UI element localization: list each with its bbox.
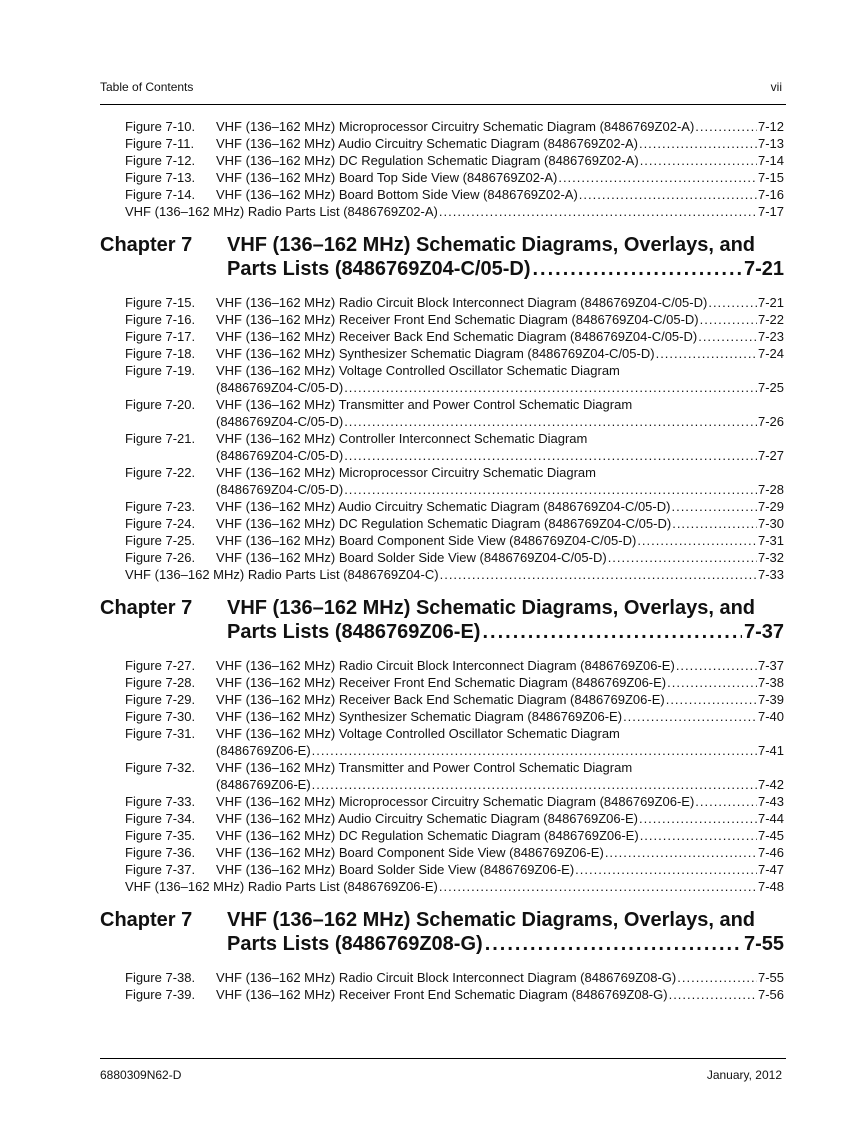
toc-entry[interactable] [100, 549, 784, 566]
chapter-number: Chapter 7 [100, 909, 193, 931]
entry-title: (8486769Z04-C/05-D) [216, 448, 344, 463]
figure-label: Figure 7-15. [125, 295, 196, 310]
entry-title: VHF (136–162 MHz) Radio Parts List (8486769Z06-E) [125, 879, 438, 894]
header-page-number: vii [770, 80, 782, 94]
entry-page: 7-46 [757, 845, 784, 860]
chapter-number: Chapter 7 [100, 597, 193, 619]
entry-page: 7-41 [757, 743, 784, 758]
entry-page: 7-56 [757, 987, 784, 1002]
entry-title: VHF (136–162 MHz) Receiver Back End Schematic Diagram (8486769Z06-E) [216, 692, 665, 707]
entry-line [216, 827, 784, 844]
toc-entry[interactable] [100, 878, 784, 895]
toc-entry[interactable] [100, 969, 784, 986]
entry-title: VHF (136–162 MHz) Microprocessor Circuitry Schematic Diagram (8486769Z06-E) [216, 794, 695, 809]
dot-leader [700, 311, 757, 328]
toc-entry[interactable] [100, 827, 784, 844]
toc-entry[interactable] [100, 498, 784, 515]
dot-leader [637, 532, 757, 549]
entry-page: 7-47 [757, 862, 784, 877]
entry-line [216, 810, 784, 827]
figure-label: Figure 7-19. [125, 363, 196, 378]
entry-title: VHF (136–162 MHz) Radio Circuit Block Interconnect Diagram (8486769Z08-G) [216, 970, 677, 985]
toc-entry[interactable] [100, 793, 784, 810]
figure-label: Figure 7-33. [125, 794, 196, 809]
figure-label: Figure 7-30. [125, 709, 196, 724]
entry-line [216, 118, 784, 135]
entry-line [216, 169, 784, 186]
toc-entry[interactable] [100, 810, 784, 827]
entry-title: VHF (136–162 MHz) Receiver Front End Schematic Diagram (8486769Z04-C/05-D) [216, 312, 699, 327]
entry-title: VHF (136–162 MHz) Voltage Controlled Oscillator Schematic Diagram [216, 363, 620, 378]
entry-title: VHF (136–162 MHz) Audio Circuitry Schematic Diagram (8486769Z02-A) [216, 136, 638, 151]
dot-leader [656, 345, 757, 362]
figure-label: Figure 7-16. [125, 312, 196, 327]
entry-line [216, 345, 784, 362]
entry-title: (8486769Z06-E) [216, 743, 311, 758]
entry-page: 7-14 [757, 153, 784, 168]
toc-entry[interactable] [100, 413, 784, 430]
entry-line [216, 674, 784, 691]
entry-line [216, 861, 784, 878]
entry-line [216, 379, 784, 396]
dot-leader [482, 620, 742, 644]
entry-page: 7-12 [757, 119, 784, 134]
toc-entry[interactable] [100, 566, 784, 583]
entry-title: VHF (136–162 MHz) Radio Circuit Block Interconnect Diagram (8486769Z06-E) [216, 658, 675, 673]
dot-leader [344, 481, 757, 498]
entry-line [216, 844, 784, 861]
figure-label: Figure 7-37. [125, 862, 196, 877]
dot-leader [558, 169, 757, 186]
toc-entry[interactable] [100, 362, 784, 379]
entry-page: 7-38 [757, 675, 784, 690]
entry-line [216, 464, 784, 481]
toc-entry[interactable] [100, 328, 784, 345]
entry-title: VHF (136–162 MHz) DC Regulation Schematic Diagram (8486769Z06-E) [216, 828, 639, 843]
toc-entry[interactable] [100, 430, 784, 447]
entry-line [216, 294, 784, 311]
chapter-title-line2 [227, 932, 784, 956]
figure-label: Figure 7-31. [125, 726, 196, 741]
toc-group-4 [100, 969, 784, 1003]
dot-leader [640, 827, 757, 844]
figure-label: Figure 7-13. [125, 170, 196, 185]
figure-label: Figure 7-27. [125, 658, 196, 673]
entry-line [216, 498, 784, 515]
dot-leader [312, 776, 757, 793]
entry-page: 7-48 [757, 879, 784, 894]
entry-page: 7-21 [757, 295, 784, 310]
entry-title: VHF (136–162 MHz) Transmitter and Power Control Schematic Diagram [216, 760, 633, 775]
toc-entry[interactable] [100, 464, 784, 481]
entry-title: VHF (136–162 MHz) Controller Interconnect Schematic Diagram [216, 431, 588, 446]
dot-leader [439, 878, 757, 895]
entry-page: 7-17 [757, 204, 784, 219]
entry-title: VHF (136–162 MHz) Synthesizer Schematic Diagram (8486769Z04-C/05-D) [216, 346, 655, 361]
entry-line [216, 430, 784, 447]
entry-line [216, 725, 784, 742]
figure-label: Figure 7-14. [125, 187, 196, 202]
entry-page: 7-15 [757, 170, 784, 185]
entry-title: VHF (136–162 MHz) Transmitter and Power Control Schematic Diagram [216, 397, 633, 412]
figure-label: Figure 7-10. [125, 119, 196, 134]
chapter-page: 7-37 [743, 621, 784, 643]
entry-title: VHF (136–162 MHz) Receiver Back End Schematic Diagram (8486769Z04-C/05-D) [216, 329, 698, 344]
entry-page: 7-43 [757, 794, 784, 809]
entry-line [216, 776, 784, 793]
chapter-page: 7-21 [743, 258, 784, 280]
header-section-title: Table of Contents [100, 80, 194, 94]
toc-entry[interactable] [100, 532, 784, 549]
entry-page: 7-24 [757, 346, 784, 361]
entry-line [216, 759, 784, 776]
entry-title: VHF (136–162 MHz) Radio Circuit Block Interconnect Diagram (8486769Z04-C/05-D) [216, 295, 708, 310]
entry-line [216, 691, 784, 708]
figure-label: Figure 7-22. [125, 465, 196, 480]
dot-leader [695, 118, 757, 135]
entry-page: 7-28 [757, 482, 784, 497]
entry-page: 7-32 [757, 550, 784, 565]
entry-line [216, 481, 784, 498]
entry-title: (8486769Z04-C/05-D) [216, 482, 344, 497]
toc-entry[interactable] [100, 844, 784, 861]
figure-label: Figure 7-17. [125, 329, 196, 344]
entry-line [216, 362, 784, 379]
dot-leader [708, 294, 757, 311]
toc-group-3 [100, 657, 784, 895]
entry-line [216, 328, 784, 345]
entry-title: VHF (136–162 MHz) Microprocessor Circuitry Schematic Diagram [216, 465, 596, 480]
entry-line [216, 742, 784, 759]
dot-leader [579, 186, 757, 203]
entry-title: VHF (136–162 MHz) Radio Parts List (8486769Z02-A) [125, 204, 438, 219]
toc-entry[interactable] [100, 759, 784, 776]
entry-line [216, 657, 784, 674]
entry-line [216, 135, 784, 152]
entry-page: 7-44 [757, 811, 784, 826]
entry-title: VHF (136–162 MHz) Receiver Front End Schematic Diagram (8486769Z06-E) [216, 675, 667, 690]
chapter-title-text: Parts Lists (8486769Z06-E) [227, 621, 481, 643]
figure-label: Figure 7-32. [125, 760, 196, 775]
chapter-title-line1: VHF (136–162 MHz) Schematic Diagrams, Overlays, and [227, 234, 756, 256]
toc-entry[interactable] [100, 345, 784, 362]
dot-leader [608, 549, 757, 566]
toc-entry[interactable] [100, 861, 784, 878]
entry-line [216, 532, 784, 549]
entry-page: 7-37 [757, 658, 784, 673]
dot-leader [698, 328, 757, 345]
chapter-page: 7-55 [743, 933, 784, 955]
figure-label: Figure 7-35. [125, 828, 196, 843]
entry-title: VHF (136–162 MHz) Receiver Front End Schematic Diagram (8486769Z08-G) [216, 987, 668, 1002]
toc-entry[interactable] [100, 203, 784, 220]
dot-leader [312, 742, 757, 759]
toc-entry[interactable] [100, 118, 784, 135]
entry-title: VHF (136–162 MHz) Board Solder Side View (8486769Z06-E) [216, 862, 575, 877]
entry-line [125, 203, 784, 220]
toc-chapter-heading[interactable] [100, 596, 784, 644]
toc-chapter-heading[interactable] [100, 908, 784, 956]
dot-leader [623, 708, 757, 725]
entry-title: VHF (136–162 MHz) DC Regulation Schematic Diagram (8486769Z04-C/05-D) [216, 516, 672, 531]
entry-title: VHF (136–162 MHz) Synthesizer Schematic Diagram (8486769Z06-E) [216, 709, 623, 724]
entry-title: VHF (136–162 MHz) Voltage Controlled Oscillator Schematic Diagram [216, 726, 620, 741]
entry-page: 7-30 [757, 516, 784, 531]
entry-page: 7-25 [757, 380, 784, 395]
chapter-title-line1: VHF (136–162 MHz) Schematic Diagrams, Overlays, and [227, 909, 756, 931]
entry-title: (8486769Z04-C/05-D) [216, 380, 344, 395]
entry-page: 7-42 [757, 777, 784, 792]
dot-leader [485, 932, 742, 956]
entry-page: 7-13 [757, 136, 784, 151]
figure-label: Figure 7-21. [125, 431, 196, 446]
entry-page: 7-22 [757, 312, 784, 327]
toc-entry[interactable] [100, 186, 784, 203]
dot-leader [532, 257, 741, 281]
dot-leader [344, 413, 757, 430]
figure-label: Figure 7-20. [125, 397, 196, 412]
entry-title: VHF (136–162 MHz) Board Bottom Side View (8486769Z02-A) [216, 187, 578, 202]
toc-content [100, 118, 784, 1003]
entry-title: VHF (136–162 MHz) DC Regulation Schematic Diagram (8486769Z02-A) [216, 153, 639, 168]
entry-title: VHF (136–162 MHz) Board Component Side View (8486769Z04-C/05-D) [216, 533, 637, 548]
dot-leader [640, 152, 757, 169]
figure-label: Figure 7-23. [125, 499, 196, 514]
toc-entry[interactable] [100, 515, 784, 532]
entry-page: 7-27 [757, 448, 784, 463]
dot-leader [639, 135, 757, 152]
dot-leader [669, 986, 757, 1003]
entry-title: VHF (136–162 MHz) Audio Circuitry Schematic Diagram (8486769Z04-C/05-D) [216, 499, 671, 514]
entry-line [216, 311, 784, 328]
entry-page: 7-26 [757, 414, 784, 429]
entry-line [216, 152, 784, 169]
entry-line [216, 447, 784, 464]
figure-label: Figure 7-36. [125, 845, 196, 860]
toc-group-2 [100, 294, 784, 583]
entry-page: 7-55 [757, 970, 784, 985]
figure-label: Figure 7-18. [125, 346, 196, 361]
toc-entry[interactable] [100, 742, 784, 759]
toc-entry[interactable] [100, 169, 784, 186]
entry-line [216, 515, 784, 532]
footer-date: January, 2012 [706, 1068, 782, 1082]
entry-line [216, 793, 784, 810]
chapter-title-line1: VHF (136–162 MHz) Schematic Diagrams, Overlays, and [227, 597, 756, 619]
entry-title: VHF (136–162 MHz) Radio Parts List (8486769Z04-C) [125, 567, 439, 582]
entry-page: 7-33 [757, 567, 784, 582]
dot-leader [677, 969, 757, 986]
toc-group-1 [100, 118, 784, 220]
toc-entry[interactable] [100, 135, 784, 152]
entry-line [125, 878, 784, 895]
figure-label: Figure 7-24. [125, 516, 196, 531]
dot-leader [605, 844, 757, 861]
chapter-title-line2 [227, 257, 784, 281]
figure-label: Figure 7-25. [125, 533, 196, 548]
toc-entry[interactable] [100, 152, 784, 169]
dot-leader [667, 674, 757, 691]
figure-label: Figure 7-39. [125, 987, 196, 1002]
entry-line [216, 396, 784, 413]
toc-entry[interactable] [100, 379, 784, 396]
figure-label: Figure 7-34. [125, 811, 196, 826]
toc-entry[interactable] [100, 657, 784, 674]
dot-leader [439, 203, 757, 220]
entry-title: VHF (136–162 MHz) Board Top Side View (8486769Z02-A) [216, 170, 558, 185]
figure-label: Figure 7-38. [125, 970, 196, 985]
toc-entry[interactable] [100, 986, 784, 1003]
entry-page: 7-29 [757, 499, 784, 514]
entry-title: (8486769Z06-E) [216, 777, 311, 792]
entry-title: (8486769Z04-C/05-D) [216, 414, 344, 429]
dot-leader [344, 447, 757, 464]
figure-label: Figure 7-11. [125, 136, 195, 151]
chapter-title-line2 [227, 620, 784, 644]
entry-title: VHF (136–162 MHz) Board Solder Side View (8486769Z04-C/05-D) [216, 550, 607, 565]
toc-entry[interactable] [100, 311, 784, 328]
dot-leader [672, 515, 757, 532]
figure-label: Figure 7-28. [125, 675, 196, 690]
dot-leader [344, 379, 757, 396]
toc-entry[interactable] [100, 725, 784, 742]
toc-entry[interactable] [100, 691, 784, 708]
dot-leader [575, 861, 757, 878]
entry-page: 7-31 [757, 533, 784, 548]
entry-line [216, 549, 784, 566]
toc-entry[interactable] [100, 708, 784, 725]
entry-line [125, 566, 784, 583]
dot-leader [666, 691, 757, 708]
entry-page: 7-39 [757, 692, 784, 707]
footer-doc-number: 6880309N62-D [100, 1068, 182, 1082]
dot-leader [639, 810, 757, 827]
entry-line [216, 186, 784, 203]
figure-label: Figure 7-29. [125, 692, 196, 707]
header-rule [100, 104, 786, 105]
entry-title: VHF (136–162 MHz) Board Component Side View (8486769Z06-E) [216, 845, 604, 860]
entry-title: VHF (136–162 MHz) Microprocessor Circuitry Schematic Diagram (8486769Z02-A) [216, 119, 695, 134]
chapter-title-text: Parts Lists (8486769Z08-G) [227, 933, 483, 955]
toc-entry[interactable] [100, 481, 784, 498]
dot-leader [695, 793, 757, 810]
figure-label: Figure 7-12. [125, 153, 196, 168]
toc-entry[interactable] [100, 776, 784, 793]
entry-line [216, 708, 784, 725]
toc-entry[interactable] [100, 447, 784, 464]
entry-title: VHF (136–162 MHz) Audio Circuitry Schematic Diagram (8486769Z06-E) [216, 811, 638, 826]
toc-entry[interactable] [100, 396, 784, 413]
entry-page: 7-40 [757, 709, 784, 724]
chapter-number: Chapter 7 [100, 234, 193, 256]
entry-line [216, 986, 784, 1003]
dot-leader [671, 498, 757, 515]
entry-page: 7-16 [757, 187, 784, 202]
toc-chapter-heading[interactable] [100, 233, 784, 281]
entry-page: 7-23 [757, 329, 784, 344]
entry-line [216, 413, 784, 430]
chapter-title-text: Parts Lists (8486769Z04-C/05-D) [227, 258, 531, 280]
entry-line [216, 969, 784, 986]
footer-rule [100, 1058, 786, 1059]
entry-page: 7-45 [757, 828, 784, 843]
toc-entry[interactable] [100, 674, 784, 691]
toc-entry[interactable] [100, 294, 784, 311]
dot-leader [440, 566, 757, 583]
figure-label: Figure 7-26. [125, 550, 196, 565]
dot-leader [676, 657, 757, 674]
